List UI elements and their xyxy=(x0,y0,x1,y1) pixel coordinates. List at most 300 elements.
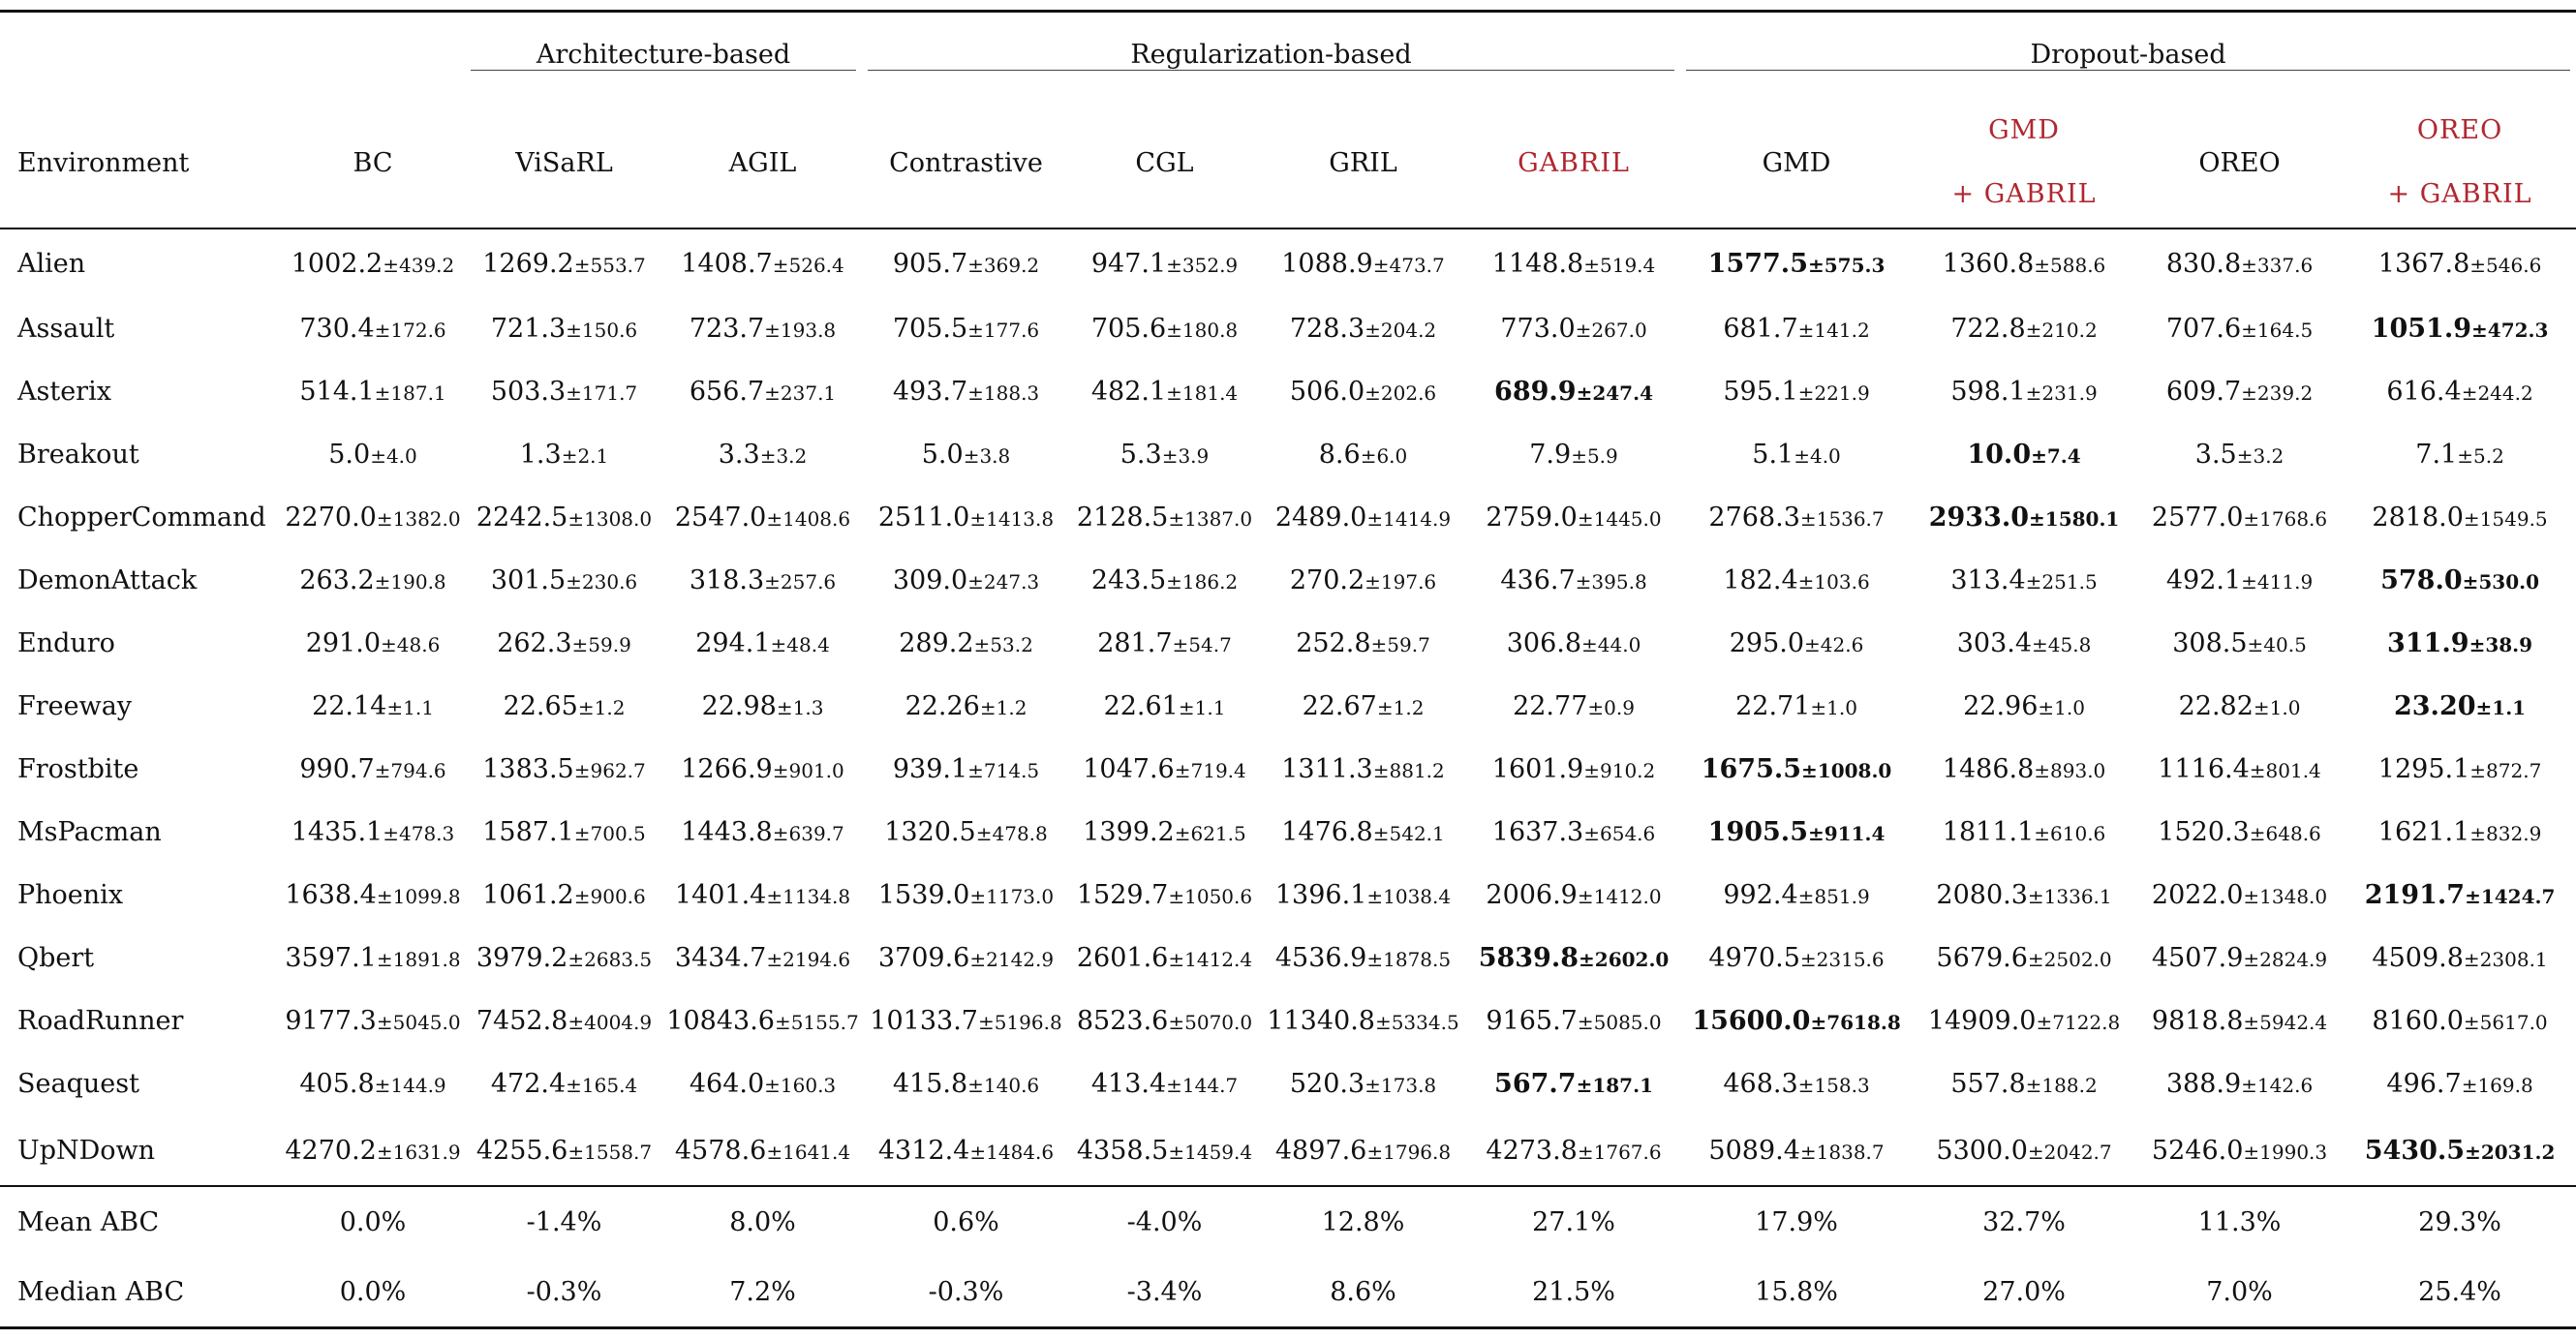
score-cell xyxy=(1680,297,1913,360)
score-std: ±204.2 xyxy=(1365,319,1437,342)
summary-label: Median ABC xyxy=(0,1257,281,1328)
score-cell xyxy=(281,801,465,864)
score-cell xyxy=(2135,486,2344,549)
score-mean: 1637.3 xyxy=(1491,817,1584,847)
score-cell xyxy=(1913,228,2135,297)
score-mean: 1486.8 xyxy=(1942,754,2035,784)
score-mean: 5300.0 xyxy=(1936,1135,2028,1166)
score-mean: 1520.3 xyxy=(2158,817,2250,847)
score-cell xyxy=(1913,927,2135,990)
score-std: ±5070.0 xyxy=(1168,1011,1253,1034)
score-std: ±588.6 xyxy=(2034,253,2106,277)
score-mean: 4509.8 xyxy=(2372,943,2464,973)
score-std: ±1891.8 xyxy=(376,948,461,971)
score-mean: 22.26 xyxy=(905,691,980,721)
score-cell xyxy=(465,423,663,486)
score-std: ±1413.8 xyxy=(969,507,1055,531)
score-cell xyxy=(1680,927,1913,990)
score-std: ±142.6 xyxy=(2241,1074,2314,1097)
score-mean: 22.98 xyxy=(701,691,777,721)
score-mean: 506.0 xyxy=(1289,377,1365,407)
score-std: ±1549.5 xyxy=(2463,507,2548,531)
score-std: ±1.2 xyxy=(979,696,1027,719)
score-std: ±230.6 xyxy=(566,570,638,594)
score-cell xyxy=(1467,360,1680,423)
score-std: ±202.6 xyxy=(1365,381,1437,405)
score-std: ±542.1 xyxy=(1372,822,1445,845)
score-std: ±1.3 xyxy=(776,696,824,719)
score-cell xyxy=(281,486,465,549)
col-oreo: OREO xyxy=(2135,98,2344,228)
score-cell xyxy=(1070,927,1259,990)
score-mean: 3.5 xyxy=(2194,440,2237,470)
score-mean: 1088.9 xyxy=(1281,248,1373,279)
score-cell xyxy=(1259,360,1467,423)
score-std: ±1099.8 xyxy=(376,885,461,908)
score-cell xyxy=(862,423,1070,486)
summary-value: 12.8% xyxy=(1259,1186,1467,1257)
score-std: ±901.0 xyxy=(772,759,844,782)
score-cell xyxy=(281,990,465,1052)
score-mean: 689.9 xyxy=(1494,377,1577,407)
score-cell xyxy=(281,228,465,297)
score-mean: 270.2 xyxy=(1289,565,1365,595)
score-cell xyxy=(1259,1052,1467,1115)
score-std: ±648.6 xyxy=(2249,822,2321,845)
score-mean: 252.8 xyxy=(1296,628,1371,658)
score-std: ±962.7 xyxy=(573,759,646,782)
col-cgl: CGL xyxy=(1070,98,1259,228)
env-name: RoadRunner xyxy=(17,1006,184,1036)
score-mean: 388.9 xyxy=(2165,1069,2242,1099)
score-std: ±872.7 xyxy=(2469,759,2542,782)
score-cell xyxy=(465,1115,663,1186)
score-cell xyxy=(663,486,862,549)
summary-value: 27.0% xyxy=(1913,1257,2135,1328)
score-std: ±1387.0 xyxy=(1168,507,1253,531)
score-cell xyxy=(1680,360,1913,423)
score-std: ±54.7 xyxy=(1172,633,1232,656)
score-cell xyxy=(281,612,465,675)
score-std: ±177.6 xyxy=(967,319,1040,342)
score-std: ±210.2 xyxy=(2025,319,2098,342)
col-oreo-gabril-line1: OREO xyxy=(2416,115,2503,145)
score-cell xyxy=(1680,612,1913,675)
score-cell xyxy=(1467,738,1680,801)
score-std: ±5.9 xyxy=(1571,444,1618,468)
score-cell xyxy=(281,360,465,423)
score-mean: 9165.7 xyxy=(1486,1006,1578,1036)
results-table xyxy=(0,10,2576,1329)
env-name: Enduro xyxy=(17,628,115,658)
score-cell xyxy=(1680,990,1913,1052)
score-std: ±53.2 xyxy=(973,633,1033,656)
score-mean: 773.0 xyxy=(1500,314,1576,344)
score-cell xyxy=(1259,738,1467,801)
col-visarl: ViSaRL xyxy=(465,98,663,228)
score-mean: 2768.3 xyxy=(1708,502,1800,533)
score-mean: 520.3 xyxy=(1289,1069,1365,1099)
score-mean: 10133.7 xyxy=(870,1006,978,1036)
group-regularization: Regularization-based xyxy=(862,12,1680,99)
score-mean: 2242.5 xyxy=(475,502,568,533)
score-cell xyxy=(1467,549,1680,612)
score-mean: 291.0 xyxy=(305,628,381,658)
col-oreo-gabril-line2: + GABRIL xyxy=(2387,179,2532,209)
score-mean: 1051.9 xyxy=(2371,314,2472,344)
score-std: ±1008.0 xyxy=(1801,759,1892,782)
score-cell xyxy=(1259,990,1467,1052)
col-gril: GRIL xyxy=(1259,98,1467,228)
score-std: ±473.7 xyxy=(1372,253,1445,277)
env-name: DemonAttack xyxy=(17,565,198,595)
score-mean: 2489.0 xyxy=(1274,502,1367,533)
score-mean: 318.3 xyxy=(689,565,765,595)
score-std: ±197.6 xyxy=(1365,570,1437,594)
score-cell xyxy=(1259,549,1467,612)
score-mean: 1399.2 xyxy=(1083,817,1175,847)
score-mean: 992.4 xyxy=(1723,880,1798,910)
score-cell xyxy=(1070,360,1259,423)
summary-value: 25.4% xyxy=(2344,1257,2576,1328)
score-std: ±1.0 xyxy=(1810,696,1857,719)
score-mean: 2933.0 xyxy=(1928,502,2030,533)
score-mean: 1621.1 xyxy=(2377,817,2470,847)
score-mean: 4255.6 xyxy=(475,1135,568,1166)
score-std: ±794.6 xyxy=(374,759,446,782)
score-cell xyxy=(862,1115,1070,1186)
score-cell xyxy=(465,864,663,927)
score-std: ±44.0 xyxy=(1581,633,1641,656)
score-cell xyxy=(2135,612,2344,675)
summary-value: -4.0% xyxy=(1070,1186,1259,1257)
score-std: ±1038.4 xyxy=(1366,885,1452,908)
score-cell xyxy=(1467,423,1680,486)
group-dropout: Dropout-based xyxy=(1680,12,2576,99)
score-cell xyxy=(2135,990,2344,1052)
score-cell xyxy=(862,549,1070,612)
env-name: Assault xyxy=(17,314,115,344)
score-cell xyxy=(862,297,1070,360)
score-std: ±610.6 xyxy=(2034,822,2106,845)
score-cell xyxy=(1467,864,1680,927)
score-mean: 295.0 xyxy=(1729,628,1805,658)
score-mean: 436.7 xyxy=(1500,565,1576,595)
score-cell xyxy=(1680,801,1913,864)
score-mean: 262.3 xyxy=(497,628,572,658)
score-mean: 2818.0 xyxy=(2372,502,2464,533)
score-std: ±5617.0 xyxy=(2463,1011,2548,1034)
group-regularization-rule xyxy=(868,70,1674,71)
score-cell xyxy=(1467,927,1680,990)
score-cell xyxy=(2135,864,2344,927)
summary-value: 29.3% xyxy=(2344,1186,2576,1257)
score-std: ±0.9 xyxy=(1587,696,1635,719)
score-mean: 578.0 xyxy=(2380,565,2463,595)
score-mean: 5679.6 xyxy=(1936,943,2028,973)
score-mean: 7.9 xyxy=(1529,440,1572,470)
col-bc: BC xyxy=(281,98,465,228)
score-std: ±1412.4 xyxy=(1168,948,1253,971)
score-std: ±247.4 xyxy=(1576,381,1653,405)
table-row xyxy=(0,927,2576,990)
score-cell xyxy=(862,990,1070,1052)
score-mean: 5.3 xyxy=(1119,440,1162,470)
table-row xyxy=(0,423,2576,486)
score-mean: 616.4 xyxy=(2386,377,2462,407)
score-cell xyxy=(2344,486,2576,549)
score-mean: 468.3 xyxy=(1723,1069,1798,1099)
score-std: ±546.6 xyxy=(2469,253,2542,277)
score-cell xyxy=(862,864,1070,927)
score-std: ±144.7 xyxy=(1166,1074,1239,1097)
col-oreo-gabril xyxy=(2344,98,2576,228)
score-cell xyxy=(1259,675,1467,738)
score-std: ±2308.1 xyxy=(2463,948,2548,971)
score-cell xyxy=(465,1052,663,1115)
column-header-row xyxy=(0,98,2576,228)
score-std: ±1767.6 xyxy=(1577,1140,1662,1164)
score-std: ±141.2 xyxy=(1797,319,1870,342)
score-cell xyxy=(1259,228,1467,297)
score-std: ±1838.7 xyxy=(1799,1140,1885,1164)
score-std: ±40.5 xyxy=(2247,633,2307,656)
score-cell xyxy=(1913,864,2135,927)
score-std: ±1408.6 xyxy=(766,507,851,531)
score-mean: 705.5 xyxy=(892,314,968,344)
score-std: ±160.3 xyxy=(764,1074,837,1097)
score-cell xyxy=(465,675,663,738)
score-std: ±1348.0 xyxy=(2243,885,2328,908)
score-cell xyxy=(1680,675,1913,738)
group-architecture-rule xyxy=(471,70,856,71)
score-mean: 9818.8 xyxy=(2151,1006,2244,1036)
score-mean: 7452.8 xyxy=(475,1006,568,1036)
score-mean: 1047.6 xyxy=(1083,754,1175,784)
score-std: ±1631.9 xyxy=(376,1140,461,1164)
score-mean: 413.4 xyxy=(1090,1069,1167,1099)
score-cell xyxy=(663,360,862,423)
group-architecture: Architecture-based xyxy=(465,12,862,99)
score-mean: 8523.6 xyxy=(1076,1006,1169,1036)
score-mean: 3434.7 xyxy=(674,943,767,973)
score-cell xyxy=(663,228,862,297)
score-cell xyxy=(465,549,663,612)
score-std: ±164.5 xyxy=(2241,319,2314,342)
score-std: ±575.3 xyxy=(1808,253,1886,277)
score-cell xyxy=(1913,549,2135,612)
score-cell xyxy=(862,360,1070,423)
score-cell xyxy=(2135,1052,2344,1115)
summary-value: 32.7% xyxy=(1913,1186,2135,1257)
score-mean: 947.1 xyxy=(1090,248,1167,279)
env-name: Asterix xyxy=(17,377,111,407)
summary-value: 17.9% xyxy=(1680,1186,1913,1257)
score-std: ±3.8 xyxy=(963,444,1011,468)
score-cell xyxy=(465,360,663,423)
score-mean: 5.1 xyxy=(1752,440,1794,470)
score-mean: 5089.4 xyxy=(1708,1135,1800,1166)
score-mean: 1367.8 xyxy=(2377,248,2470,279)
score-cell xyxy=(2135,675,2344,738)
score-cell xyxy=(1070,549,1259,612)
summary-value: -1.4% xyxy=(465,1186,663,1257)
score-std: ±267.0 xyxy=(1575,319,1647,342)
score-mean: 23.20 xyxy=(2393,691,2476,721)
score-std: ±42.6 xyxy=(1804,633,1864,656)
score-mean: 1266.9 xyxy=(681,754,773,784)
score-cell xyxy=(1467,801,1680,864)
score-cell xyxy=(465,612,663,675)
env-name: Phoenix xyxy=(17,880,124,910)
score-std: ±910.2 xyxy=(1583,759,1656,782)
col-gabril: GABRIL xyxy=(1467,98,1680,228)
table-row xyxy=(0,228,2576,297)
table-row xyxy=(0,1115,2576,1186)
score-cell xyxy=(1680,1052,1913,1115)
score-std: ±4004.9 xyxy=(567,1011,653,1034)
score-std: ±2315.6 xyxy=(1799,948,1885,971)
score-cell xyxy=(2135,297,2344,360)
score-mean: 1269.2 xyxy=(482,248,574,279)
score-cell xyxy=(663,549,862,612)
score-std: ±832.9 xyxy=(2469,822,2542,845)
score-std: ±801.4 xyxy=(2249,759,2321,782)
score-std: ±1414.9 xyxy=(1366,507,1452,531)
summary-value: 7.0% xyxy=(2135,1257,2344,1328)
score-mean: 493.7 xyxy=(892,377,968,407)
env-name: Seaquest xyxy=(17,1069,139,1099)
score-std: ±3.2 xyxy=(2236,444,2285,468)
score-std: ±1558.7 xyxy=(567,1140,653,1164)
score-cell xyxy=(465,990,663,1052)
env-name: Freeway xyxy=(17,691,133,721)
score-mean: 707.6 xyxy=(2165,314,2242,344)
score-cell xyxy=(1680,864,1913,927)
table-row xyxy=(0,486,2576,549)
score-cell xyxy=(1070,990,1259,1052)
score-mean: 730.4 xyxy=(299,314,375,344)
score-mean: 309.0 xyxy=(892,565,968,595)
score-cell xyxy=(281,549,465,612)
score-mean: 482.1 xyxy=(1090,377,1167,407)
score-std: ±4.0 xyxy=(370,444,417,468)
score-mean: 9177.3 xyxy=(285,1006,377,1036)
score-cell xyxy=(2344,360,2576,423)
score-cell xyxy=(2344,549,2576,612)
score-std: ±187.1 xyxy=(374,381,446,405)
score-mean: 4273.8 xyxy=(1486,1135,1578,1166)
score-cell xyxy=(2344,1052,2576,1115)
score-cell xyxy=(1467,1115,1680,1186)
score-cell xyxy=(663,1115,862,1186)
score-cell xyxy=(663,675,862,738)
score-std: ±221.9 xyxy=(1797,381,1870,405)
score-cell xyxy=(663,927,862,990)
score-std: ±193.8 xyxy=(764,319,837,342)
score-mean: 3709.6 xyxy=(877,943,970,973)
score-std: ±1.0 xyxy=(2253,696,2301,719)
score-cell xyxy=(1259,801,1467,864)
score-std: ±2042.7 xyxy=(2027,1140,2112,1164)
score-mean: 11340.8 xyxy=(1267,1006,1375,1036)
score-mean: 830.8 xyxy=(2165,248,2242,279)
score-mean: 1002.2 xyxy=(291,248,383,279)
score-mean: 2601.6 xyxy=(1076,943,1169,973)
score-std: ±6.0 xyxy=(1360,444,1408,468)
score-mean: 492.1 xyxy=(2165,565,2242,595)
summary-value: 8.6% xyxy=(1259,1257,1467,1328)
score-mean: 609.7 xyxy=(2165,377,2242,407)
table-row xyxy=(0,864,2576,927)
score-cell xyxy=(1070,486,1259,549)
score-mean: 1401.4 xyxy=(674,880,767,910)
score-std: ±59.9 xyxy=(571,633,631,656)
score-cell xyxy=(1680,1115,1913,1186)
score-std: ±1.0 xyxy=(2038,696,2085,719)
score-mean: 1577.5 xyxy=(1707,248,1808,279)
score-std: ±5196.8 xyxy=(977,1011,1062,1034)
score-std: ±247.3 xyxy=(967,570,1040,594)
score-mean: 557.8 xyxy=(1950,1069,2026,1099)
col-gmd: GMD xyxy=(1680,98,1913,228)
score-mean: 2006.9 xyxy=(1486,880,1578,910)
score-std: ±352.9 xyxy=(1166,253,1239,277)
score-std: ±187.1 xyxy=(1576,1074,1653,1097)
env-name: Qbert xyxy=(17,943,95,973)
score-cell xyxy=(281,423,465,486)
col-gmd-gabril xyxy=(1913,98,2135,228)
score-mean: 1638.4 xyxy=(285,880,377,910)
score-std: ±851.9 xyxy=(1797,885,1870,908)
score-mean: 3.3 xyxy=(718,440,760,470)
score-mean: 705.6 xyxy=(1090,314,1167,344)
score-cell xyxy=(2344,864,2576,927)
env-name: Breakout xyxy=(17,440,139,470)
score-std: ±158.3 xyxy=(1797,1074,1870,1097)
score-cell xyxy=(281,864,465,927)
score-mean: 1539.0 xyxy=(877,880,970,910)
score-cell xyxy=(465,927,663,990)
score-mean: 4358.5 xyxy=(1076,1135,1169,1166)
score-std: ±2602.0 xyxy=(1579,948,1670,971)
score-cell xyxy=(465,297,663,360)
score-cell xyxy=(1680,423,1913,486)
score-std: ±1308.0 xyxy=(567,507,653,531)
score-std: ±1.1 xyxy=(2475,696,2527,719)
score-cell xyxy=(2135,360,2344,423)
score-mean: 1148.8 xyxy=(1491,248,1584,279)
score-std: ±4.0 xyxy=(1794,444,1841,468)
score-mean: 4578.6 xyxy=(674,1135,767,1166)
score-std: ±1.1 xyxy=(386,696,434,719)
score-cell xyxy=(862,486,1070,549)
score-std: ±700.5 xyxy=(573,822,646,845)
group-header-row xyxy=(0,12,2576,99)
score-mean: 939.1 xyxy=(892,754,968,784)
score-cell xyxy=(1070,801,1259,864)
score-cell xyxy=(1913,738,2135,801)
score-std: ±140.6 xyxy=(967,1074,1040,1097)
summary-value: 0.0% xyxy=(281,1257,465,1328)
score-cell xyxy=(2344,801,2576,864)
score-std: ±900.6 xyxy=(573,885,646,908)
score-cell xyxy=(465,486,663,549)
score-mean: 2759.0 xyxy=(1486,502,1578,533)
score-mean: 656.7 xyxy=(689,377,765,407)
table-row xyxy=(0,675,2576,738)
score-cell xyxy=(1070,1115,1259,1186)
